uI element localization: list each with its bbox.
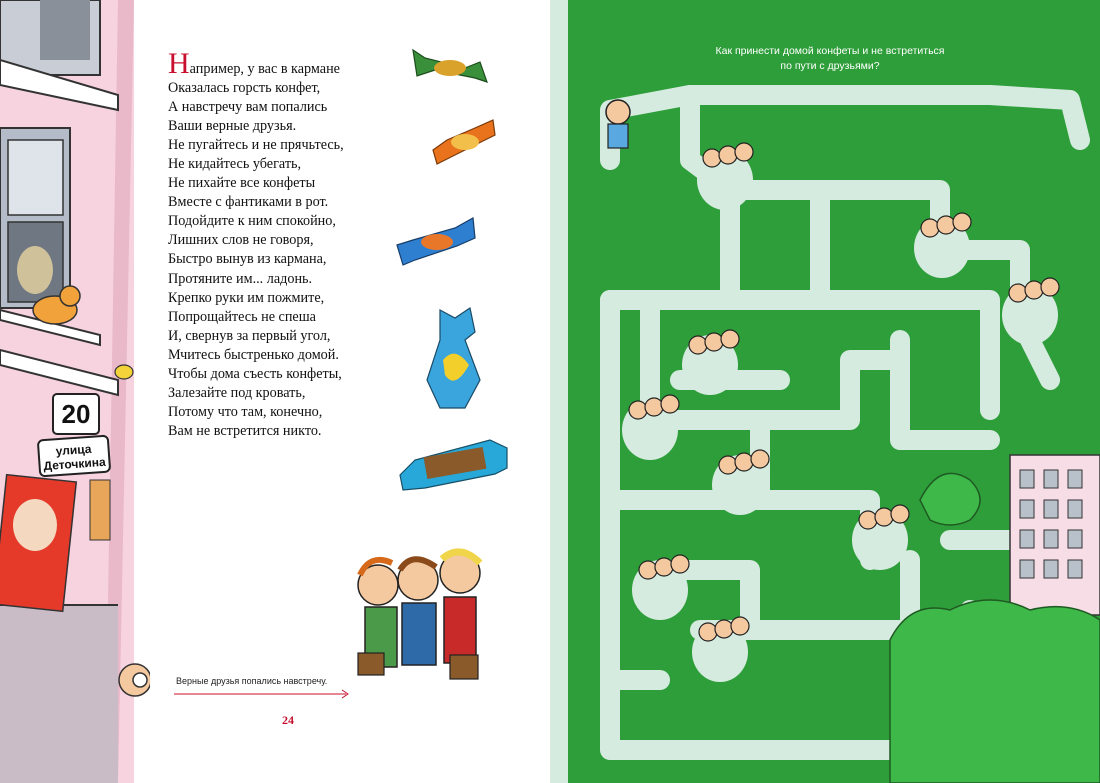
right-page [550,0,1100,783]
drop-cap: Н [168,47,190,80]
candy-blue-icon [397,218,475,265]
poem-line: И, свернув за первый угол, [168,327,331,344]
poem-line: Мчитесь быстренько домой. [168,346,339,363]
candy-green-icon [413,50,487,82]
poem-first-line: апример, у вас в кармане [189,61,340,77]
candy-orange-icon [433,120,495,164]
poem-line: Залезайте под кровать, [168,384,306,401]
candy-bar-icon [400,440,507,490]
poem-line: Ваши верные друзья. [168,118,297,135]
maze-illustration [550,0,1100,783]
three-friends-illustration [350,545,510,695]
poem-line: Вам не встретится никто. [168,422,322,439]
poem-line: Быстро вынув из кармана, [168,251,327,268]
street-sign-line1: улица [55,441,92,459]
caption: Верные друзья попались навстречу. [176,676,328,686]
poem-line [168,47,344,80]
poem-line: Оказалась горсть конфет, [168,80,321,97]
poem-line: Лишних слов не говоря, [168,232,314,249]
building-illustration [0,0,150,783]
house-number-sign: 20 [52,393,100,435]
poem-line: Не пихайте все конфеты [168,175,316,192]
poem-line: Подойдите к ним спокойно, [168,213,336,230]
candies-illustration [395,40,525,500]
candy-swirl-icon [427,308,480,408]
poem-text [168,47,344,441]
street-name-sign [37,435,111,478]
poem-line: Потому что там, конечно, [168,403,323,420]
maze-question-line1: Как принести домой конфеты и не встретиться [715,45,945,57]
maze-question-line2: по пути с друзьями? [780,60,880,72]
poem-line: Не пугайтесь и не прячьтесь, [168,137,344,154]
poem-line: Не кидайтесь убегать, [168,156,302,173]
poem-line: Вместе с фантиками в рот. [168,194,329,211]
poem-line: Чтобы дома съесть конфеты, [168,365,342,382]
page-number: 24 [282,713,294,727]
poem-line: Попрощайтесь не спеша [168,308,316,325]
caption-arrow-icon [174,688,354,700]
poem-line: А навстречу вам попались [168,99,328,116]
street-sign-line2: Деточкина [43,454,107,474]
maze-question [680,44,980,74]
poem-line: Протяните им... ладонь. [168,270,313,287]
poem-line: Крепко руки им пожмите, [168,289,325,306]
